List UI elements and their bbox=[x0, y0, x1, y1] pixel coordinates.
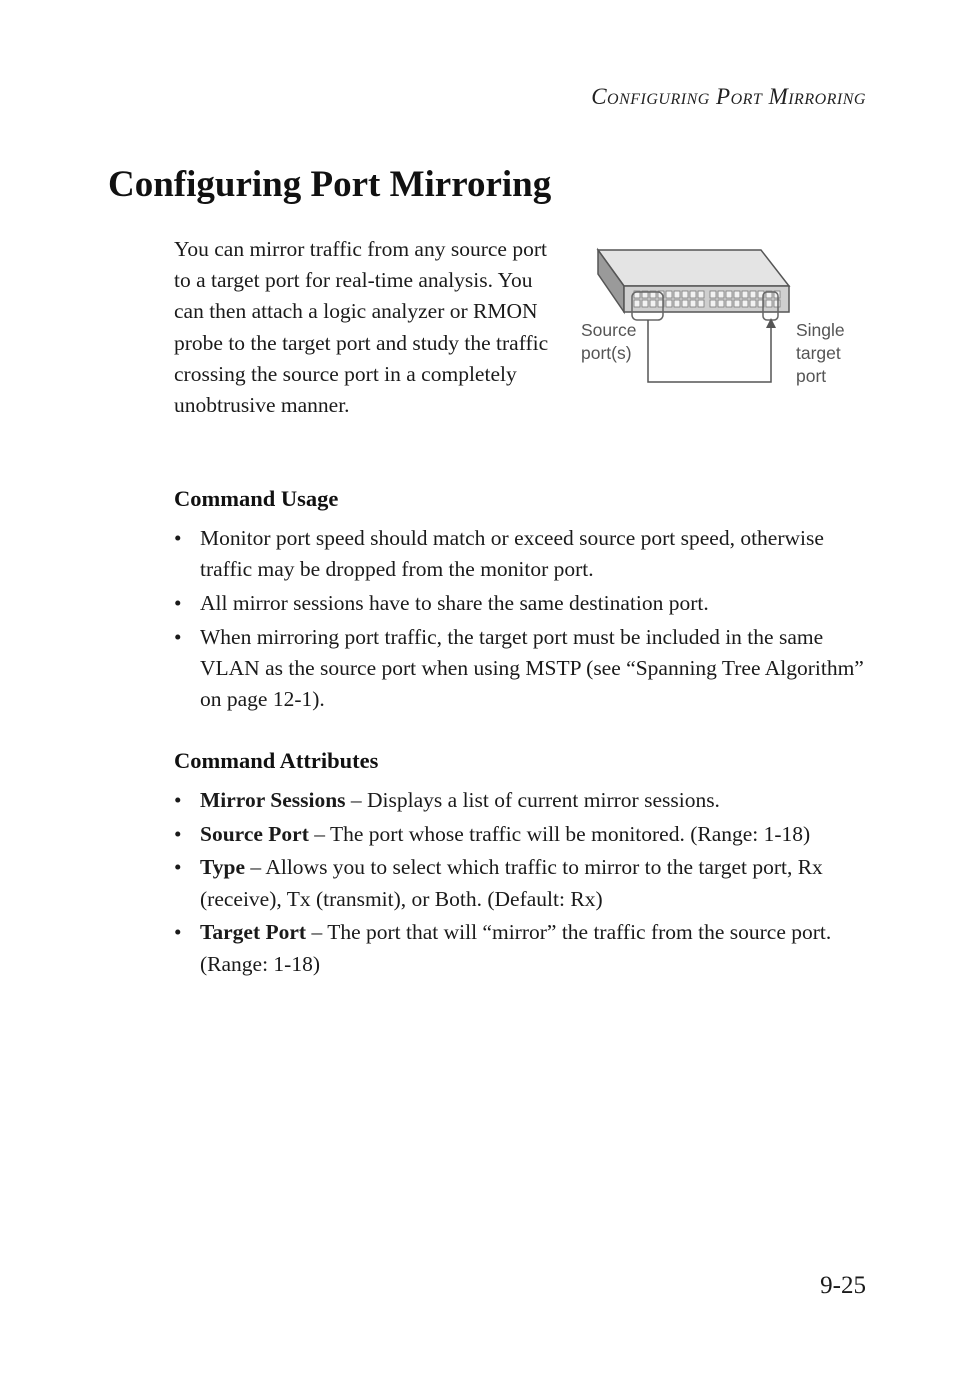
port-socket bbox=[634, 300, 640, 307]
attribute-desc: – Displays a list of current mirror sessions. bbox=[345, 788, 720, 812]
port-socket bbox=[682, 291, 688, 298]
port-mirroring-figure bbox=[576, 246, 866, 396]
port-socket bbox=[710, 291, 716, 298]
port-socket bbox=[750, 291, 756, 298]
attribute-desc: – The port that will “mirror” the traffic from the source port. (Range: 1-18) bbox=[200, 920, 832, 976]
port-socket bbox=[698, 291, 704, 298]
port-socket bbox=[698, 300, 704, 307]
attribute-term: Type bbox=[200, 855, 245, 880]
command-usage-list bbox=[174, 523, 874, 718]
port-socket bbox=[650, 300, 656, 307]
command-usage-heading: Command Usage bbox=[174, 486, 339, 511]
port-socket bbox=[750, 300, 756, 307]
command-attributes-heading: Command Attributes bbox=[174, 748, 379, 773]
running-header: Configuring Port Mirroring bbox=[591, 84, 866, 109]
port-socket bbox=[718, 300, 724, 307]
port-socket bbox=[774, 300, 780, 307]
port-socket bbox=[726, 300, 732, 307]
port-socket bbox=[734, 300, 740, 307]
page-title: Configuring Port Mirroring bbox=[108, 164, 552, 205]
port-socket bbox=[674, 291, 680, 298]
port-socket bbox=[742, 291, 748, 298]
source-label-line2: port(s) bbox=[581, 343, 632, 363]
port-socket bbox=[766, 300, 772, 307]
port-socket bbox=[718, 291, 724, 298]
list-item: • All mirror sessions have to share the same destination port. bbox=[174, 590, 709, 615]
port-socket bbox=[710, 300, 716, 307]
list-item: • When mirroring port traffic, the target port must be included in the same VLAN as the source port when using MSTP (see “Spanning Tree Algorithm” on page 12-1). bbox=[174, 624, 864, 712]
switch-diagram bbox=[576, 246, 866, 396]
attribute-term: Target Port bbox=[200, 920, 307, 945]
list-item: • Source Port – The port whose traffic will be monitored. (Range: 1-18) bbox=[174, 821, 811, 846]
port-socket bbox=[690, 291, 696, 298]
target-label-line1: Single bbox=[796, 320, 845, 340]
list-item: • Monitor port speed should match or exceed source port speed, otherwise traffic may be dropped from the monitor port. bbox=[174, 526, 824, 582]
page-number: 9-25 bbox=[820, 1272, 866, 1299]
target-label-line2: target bbox=[796, 343, 841, 363]
port-socket bbox=[726, 291, 732, 298]
attribute-term: Mirror Sessions bbox=[200, 788, 346, 812]
port-socket bbox=[666, 291, 672, 298]
list-item: • Mirror Sessions – Displays a list of current mirror sessions. bbox=[174, 788, 720, 812]
list-item: • Type – Allows you to select which traffic to mirror to the target port, Rx (receive), Tx (transmit), or Both. (Default: Rx) bbox=[174, 855, 823, 911]
attribute-desc: – Allows you to select which traffic to mirror to the target port, Rx (receive), Tx (transmit), or Both. (Default: Rx) bbox=[200, 855, 823, 911]
list-item-text: Monitor port speed should match or exceed source port speed, otherwise traffic may be dropped from the monitor port. bbox=[200, 526, 824, 582]
attribute-desc: – The port whose traffic will be monitored. (Range: 1-18) bbox=[308, 821, 811, 846]
port-socket bbox=[682, 300, 688, 307]
port-socket bbox=[666, 300, 672, 307]
attribute-term: Source Port bbox=[200, 821, 309, 846]
source-label-line1: Source bbox=[581, 320, 637, 340]
target-label-line3: port bbox=[796, 366, 827, 386]
port-socket bbox=[642, 300, 648, 307]
list-item-text: All mirror sessions have to share the same destination port. bbox=[200, 590, 709, 615]
list-item: • Target Port – The port that will “mirror” the traffic from the source port. (Range: 1-18) bbox=[174, 920, 832, 976]
intro-paragraph: You can mirror traffic from any source port to a target port for real-time analysis. You can then attach a logic analyzer or RMON probe to the target port and study the traffic crossing the source port in a completely unobtrusive manner. bbox=[174, 237, 549, 418]
command-attributes-list bbox=[174, 785, 874, 982]
list-item-text: When mirroring port traffic, the target port must be included in the same VLAN as the source port when using MSTP (see “Spanning Tree Algorithm” on page 12-1). bbox=[200, 624, 864, 712]
port-socket bbox=[690, 300, 696, 307]
port-socket bbox=[742, 300, 748, 307]
port-socket bbox=[674, 300, 680, 307]
port-socket bbox=[734, 291, 740, 298]
